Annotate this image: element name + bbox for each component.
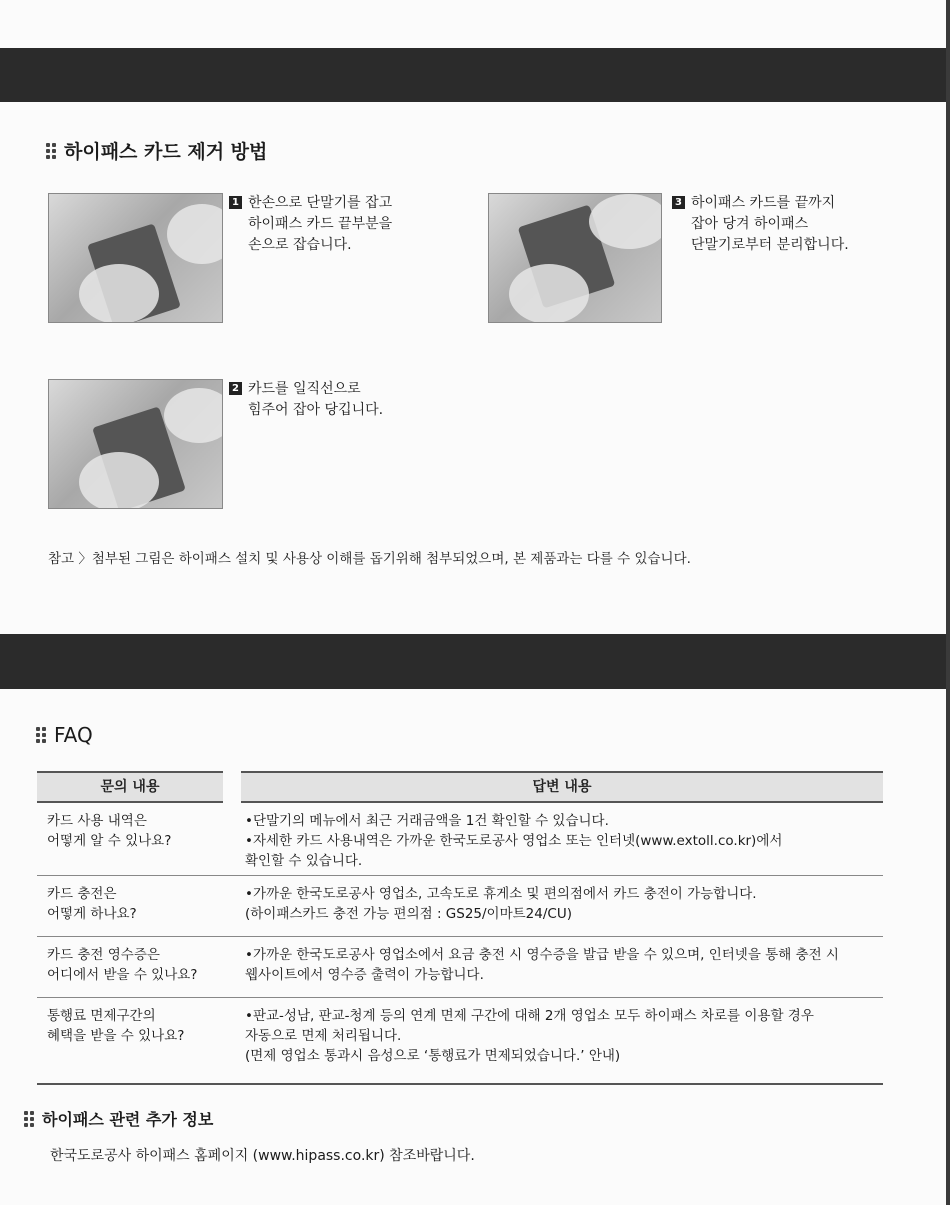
extra-info-title-text: 하이패스 관련 추가 정보 [42,1110,214,1129]
step-text: 카드를 일직선으로 힘주어 잡아 당깁니다. [248,381,384,418]
faq-answer-line: •가까운 한국도로공사 영업소, 고속도로 휴게소 및 편의점에서 카드 충전이 가능합니다. (하이패스카드 충전 가능 편의점 : GS25/이마트24/CU) [245,886,757,922]
bullet-dots-icon [36,727,46,743]
step3-photo [488,193,662,323]
faq-answer-line: •자세한 카드 사용내역은 가까운 한국도로공사 영업소 또는 인터넷(www.extoll.co.kr)에서 확인할 수 있습니다. [245,833,783,869]
faq-bottom-rule [37,1083,883,1085]
faq-answer-line: •가까운 한국도로공사 영업소에서 요금 충전 시 영수증을 발급 받을 수 있으며, 인터넷을 통해 충전 시 웹사이트에서 영수증 출력이 가능합니다. [245,947,839,983]
page-edge [946,0,950,1205]
step-number: 1 [229,196,242,209]
faq-answer [245,1006,875,1066]
step-3 [672,193,922,256]
removal-section-title [46,137,267,164]
faq-question: 통행료 면제구간의 혜택을 받을 수 있나요? [47,1008,185,1044]
step-number: 3 [672,196,685,209]
faq-answer-line: •판교-성남, 판교-청계 등의 연계 면제 구간에 대해 2개 영업소 모두 하이패스 차로를 이용할 경우 자동으로 면제 처리됩니다. (면제 영업소 통과시 음성으로 ‘통행료가 면제되었습니다.’ 안내) [245,1008,814,1064]
step2-photo [48,379,223,509]
header-band [0,48,950,102]
faq-answer [245,811,875,871]
extra-info-title [24,1107,213,1130]
step1-photo [48,193,223,323]
step-number: 2 [229,382,242,395]
faq-question-header: 문의 내용 [37,771,223,803]
reference-note: 참고 〉첨부된 그림은 하이패스 설치 및 사용상 이해를 돕기위해 첨부되었으며, 본 제품과는 다를 수 있습니다. [48,551,691,567]
faq-question: 카드 충전은 어떻게 하나요? [47,886,137,922]
extra-info-text: 한국도로공사 하이패스 홈페이지 (www.hipass.co.kr) 참조바랍니다. [50,1148,475,1164]
step-1 [229,193,449,256]
faq-section-title [36,723,93,747]
faq-row [37,803,883,876]
step-2 [229,379,449,421]
faq-answer [245,884,875,924]
section-divider-band [0,634,950,689]
step-text: 하이패스 카드를 끝까지 잡아 당겨 하이패스 단말기로부터 분리합니다. [691,195,849,253]
faq-answer-header: 답변 내용 [241,771,883,803]
step-text: 한손으로 단말기를 잡고 하이패스 카드 끝부분을 손으로 잡습니다. [248,195,393,253]
faq-row [37,876,883,937]
faq-row [37,937,883,998]
bullet-dots-icon [24,1111,34,1127]
faq-answer-line: •단말기의 메뉴에서 최근 거래금액을 1건 확인할 수 있습니다. [245,813,609,829]
faq-question: 카드 사용 내역은 어떻게 알 수 있나요? [47,813,172,849]
faq-question: 카드 충전 영수증은 어디에서 받을 수 있나요? [47,947,198,983]
faq-answer [245,945,875,985]
faq-row [37,998,883,1082]
removal-title-text: 하이패스 카드 제거 방법 [64,141,268,163]
faq-title-text: FAQ [54,723,93,747]
bullet-dots-icon [46,143,56,159]
